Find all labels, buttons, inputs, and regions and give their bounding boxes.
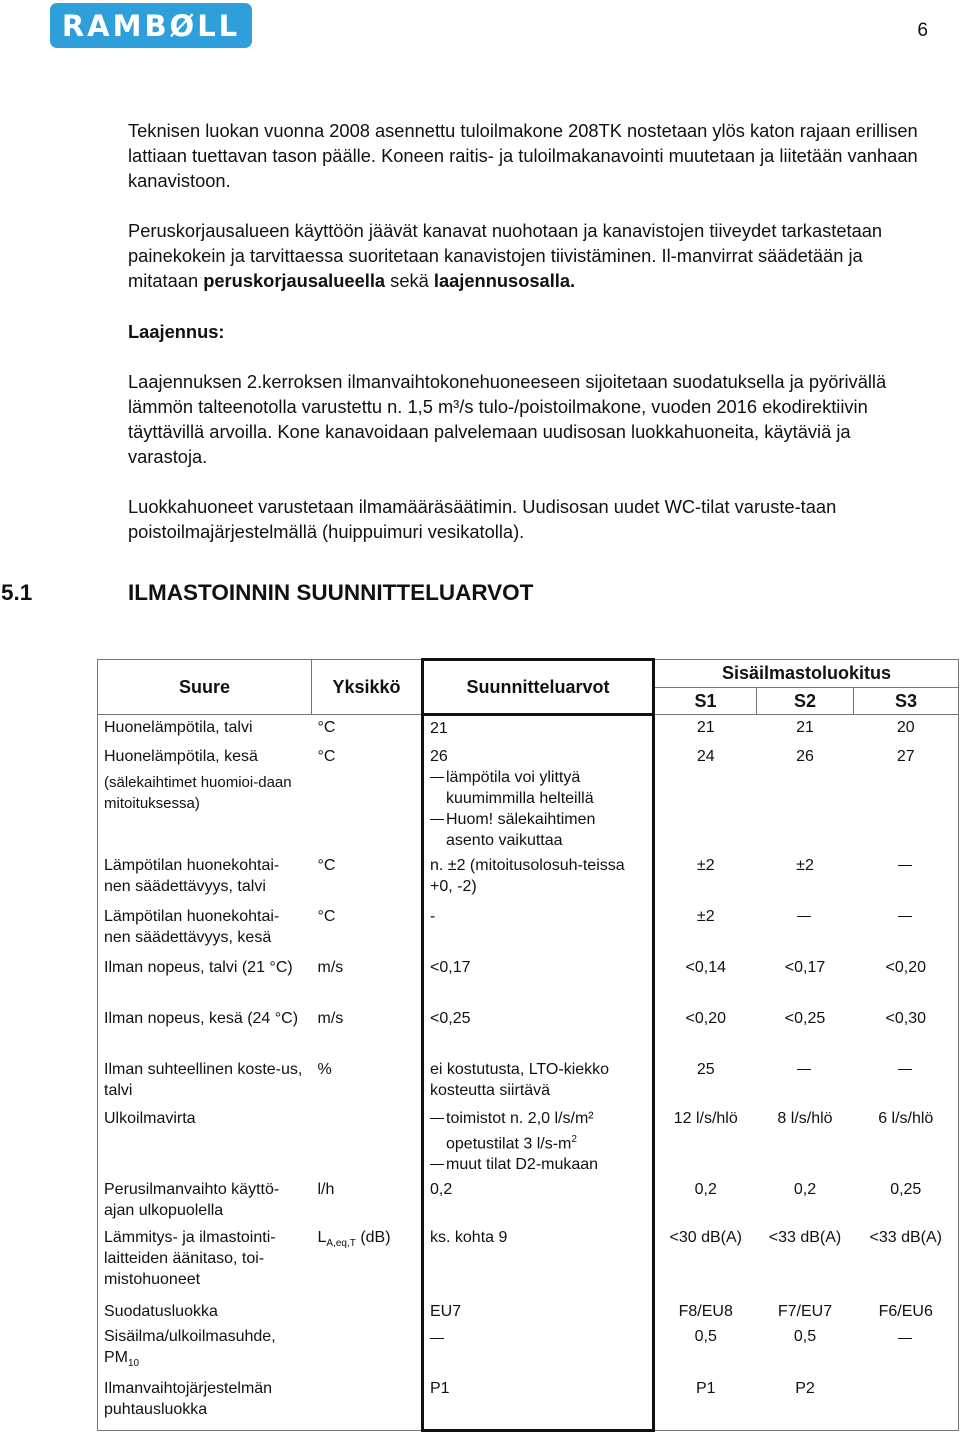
paragraph-4: Luokkahuoneet varustetaan ilmamääräsäätimin. Uudisosan uudet WC-tilat varuste-taan poistoilmajärjestelmällä (huippuimuri vesikatolla). (128, 496, 837, 542)
table-row (98, 1106, 959, 1177)
cell-suure: Ilman nopeus, kesä (24 °C) (98, 1006, 312, 1057)
section-number: 5.1 (1, 580, 33, 605)
cell-arvo (423, 1106, 654, 1177)
dash-icon (430, 819, 444, 820)
s1-line-2: 0,5 (694, 1327, 717, 1345)
table-row (98, 715, 959, 744)
header-s2: S2 (757, 688, 854, 715)
cell-s3: 0,25 (854, 1177, 959, 1225)
dash-icon (898, 916, 912, 917)
cell-s3: 20 (854, 715, 959, 744)
cell-s2: ±2 (796, 856, 814, 874)
dash-icon (430, 1118, 444, 1119)
cell-yksikko: m/s (317, 958, 344, 976)
paragraph-2-text: Peruskorjausalueen käyttöön jäävät kanavat nuohotaan ja kanavistojen tiiveydet tarkastetaan painekokein ja tarvittaessa suoritetaan kanavistojen tiivistäminen. Il-manvirrat säädetään ja mitataan (128, 220, 883, 291)
yksikko-main: L (317, 1228, 327, 1246)
cell-suure: Perusilmanvaihto käyttö-ajan ulkopuolella (98, 1177, 312, 1225)
arvo-bullet-text: lämpötila voi ylittyä kuumimmilla helteillä (446, 768, 594, 807)
cell-s3 (854, 1376, 959, 1430)
cell-s3 (854, 853, 959, 904)
arvo-bullet-text: toimistot n. 2,0 l/s/m² (446, 1109, 594, 1127)
table-row (98, 744, 959, 853)
arvo-main: 26 (430, 747, 448, 765)
cell-s3 (854, 1299, 959, 1376)
cell-arvo (423, 1299, 654, 1376)
cell-s2: <0,25 (784, 1009, 826, 1027)
cell-arvo: <0,25 (423, 1006, 654, 1057)
table-row (98, 853, 959, 904)
table-row (98, 1177, 959, 1225)
paragraph-2-bold-2: laajennusosalla. (433, 270, 576, 291)
table-row (98, 1225, 959, 1299)
cell-yksikko: l/h (317, 1180, 335, 1198)
arvo-bullet (430, 1108, 646, 1154)
paragraph-2-bold-1: peruskorjausalueella (203, 270, 386, 291)
cell-yksikko (312, 1376, 423, 1430)
cell-suure: Ulkoilmavirta (98, 1106, 312, 1177)
cell-s2: 8 l/s/hlö (777, 1109, 833, 1127)
suure-main: Huonelämpötila, kesä (104, 747, 258, 765)
cell-arvo: 21 (423, 715, 654, 744)
cell-arvo: ei kostutusta, LTO-kiekko kosteutta siirtävä (423, 1057, 654, 1106)
cell-s1: 12 l/s/hlö (673, 1109, 738, 1127)
cell-yksikko: °C (317, 907, 336, 925)
dash-icon (797, 916, 811, 917)
suure-main: Suodatusluokka (104, 1302, 218, 1320)
paragraph-1: Teknisen luokan vuonna 2008 asennettu tuloilmakone 208TK nostetaan ylös katon rajaan erillisen lattiaan tuettavan tason päälle. Koneen raitis- ja tuloilmakanavointi muutetaan ja liitetään vanhaan kanavistoon. (128, 120, 918, 191)
dash-icon (898, 1069, 912, 1070)
dash-icon (430, 777, 444, 778)
cell-arvo: 0,2 (423, 1177, 654, 1225)
suure-line-2-text: Sisäilma/ulkoilmasuhde, PM (104, 1327, 276, 1366)
arvo-bullet (430, 1154, 646, 1175)
header-sisailmastoluokitus: Sisäilmastoluokitus (654, 660, 959, 688)
paragraph-2-mid: sekä (385, 270, 434, 291)
cell-s2 (757, 1057, 854, 1106)
arvo-bullet-cont: opetustilat 3 l/s-m (446, 1134, 572, 1152)
superscript: 2 (571, 1133, 577, 1145)
ramboll-logo: RAMBØLL (50, 3, 252, 48)
cell-s2: <0,17 (784, 958, 826, 976)
cell-s2: <33 dB(A) (768, 1228, 842, 1246)
subscript: 10 (128, 1358, 140, 1370)
cell-yksikko: °C (317, 747, 336, 765)
cell-arvo: - (423, 904, 654, 955)
s2-main: F7/EU7 (777, 1302, 833, 1320)
page-number: 6 (917, 20, 928, 41)
dash-icon (898, 865, 912, 866)
dash-icon (898, 1338, 912, 1339)
header-suure: Suure (98, 660, 312, 715)
cell-yksikko: °C (317, 719, 336, 736)
cell-arvo (423, 744, 654, 853)
header-s3: S3 (854, 688, 959, 715)
s1-main: F8/EU8 (678, 1302, 733, 1320)
cell-s1 (654, 1299, 757, 1376)
cell-s3: 27 (854, 744, 959, 853)
table-row (98, 1006, 959, 1057)
cell-s2 (757, 904, 854, 955)
cell-yksikko: % (317, 1060, 332, 1078)
cell-s2: 21 (796, 719, 814, 736)
cell-s1: <30 dB(A) (669, 1228, 742, 1246)
cell-s3 (854, 1057, 959, 1106)
cell-suure: Ilman suhteellinen koste-us, talvi (98, 1057, 312, 1106)
table-row (98, 1376, 959, 1430)
cell-s2: 0,2 (793, 1180, 817, 1198)
subscript: A,eq,T (326, 1238, 356, 1250)
table-row (98, 1299, 959, 1376)
cell-s3: <0,30 (854, 1006, 959, 1057)
header-s1: S1 (654, 688, 757, 715)
s3-line-2 (860, 1328, 953, 1349)
table-row (98, 904, 959, 955)
cell-arvo: n. ±2 (mitoitusolosuh-teissa +0, -2) (423, 853, 654, 904)
cell-suure (98, 1299, 312, 1376)
cell-s1: 21 (696, 719, 715, 736)
cell-s1: ±2 (696, 856, 715, 874)
arvo-bullet-text: muut tilat D2-mukaan (446, 1155, 599, 1173)
paragraph-2 (128, 218, 928, 293)
cell-arvo: <0,17 (423, 955, 654, 1006)
cell-yksikko (312, 1225, 423, 1299)
cell-s1: <0,14 (685, 958, 726, 976)
header-yksikko: Yksikkö (312, 660, 423, 715)
cell-s3: <33 dB(A) (854, 1225, 959, 1299)
cell-suure: Ilman nopeus, talvi (21 °C) (98, 955, 312, 1006)
cell-s3: <0,20 (854, 955, 959, 1006)
subheading-laajennus: Laajennus: (128, 321, 225, 342)
cell-suure: Lämmitys- ja ilmastointi-laitteiden äänitaso, toi-mistohuoneet (98, 1225, 312, 1299)
cell-yksikko (312, 1106, 423, 1177)
table-row (98, 955, 959, 1006)
dash-icon (430, 1338, 444, 1339)
dash-icon (430, 1164, 444, 1165)
cell-s2 (757, 1299, 854, 1376)
s3-main: F6/EU6 (878, 1302, 933, 1320)
cell-yksikko: m/s (317, 1009, 344, 1027)
cell-s2: 26 (796, 747, 814, 765)
cell-arvo: P1 (423, 1376, 654, 1430)
cell-s1: 24 (696, 747, 715, 765)
cell-s1: 25 (696, 1060, 715, 1078)
design-values-table (97, 658, 959, 1432)
dash-icon (797, 1069, 811, 1070)
suure-line-2 (104, 1326, 306, 1374)
table-row (98, 1057, 959, 1106)
arvo-main: EU7 (430, 1302, 462, 1320)
cell-yksikko (312, 1299, 423, 1376)
cell-suure: Ilmanvaihtojärjestelmän puhtausluokka (98, 1376, 312, 1430)
cell-suure (98, 744, 312, 853)
paragraph-3: Laajennuksen 2.kerroksen ilmanvaihtokonehuoneeseen sijoitetaan suodatuksella ja pyörivällä lämmön talteenotolla varustettu n. 1,5 m³/s tulo-/poistoilmakone, vuoden 2016 ekodirektiivin täyttävillä arvoilla. Kone kanavoidaan palvelemaan uudisosan luokkahuoneita, käytäviä ja varastoja. (128, 371, 887, 467)
cell-s3 (854, 904, 959, 955)
cell-s1: 0,2 (694, 1180, 717, 1198)
arvo-line-2 (430, 1328, 646, 1349)
s2-line-2: 0,5 (793, 1327, 817, 1345)
suure-note: (sälekaihtimet huomioi-daan mitoituksessa) (104, 773, 292, 812)
cell-s1: P1 (654, 1376, 757, 1430)
cell-suure: Lämpötilan huonekohtai-nen säädettävyys, kesä (98, 904, 312, 955)
yksikko-tail: (dB) (355, 1228, 391, 1246)
cell-s1: <0,20 (685, 1009, 726, 1027)
cell-suure: Lämpötilan huonekohtai-nen säädettävyys, talvi (98, 853, 312, 904)
cell-yksikko: °C (317, 856, 336, 874)
cell-s3: 6 l/s/hlö (854, 1106, 959, 1177)
section-title: ILMASTOINNIN SUUNNITTELUARVOT (128, 580, 534, 605)
arvo-bullet (430, 767, 646, 809)
cell-s2: P2 (757, 1376, 854, 1430)
cell-arvo: ks. kohta 9 (423, 1225, 654, 1299)
cell-s1: ±2 (696, 907, 715, 925)
arvo-bullet-text: Huom! sälekaihtimen asento vaikuttaa (446, 810, 596, 849)
cell-suure: Huonelämpötila, talvi (98, 715, 312, 744)
arvo-bullet (430, 809, 646, 851)
header-suunnitteluarvot: Suunnitteluarvot (423, 660, 654, 715)
